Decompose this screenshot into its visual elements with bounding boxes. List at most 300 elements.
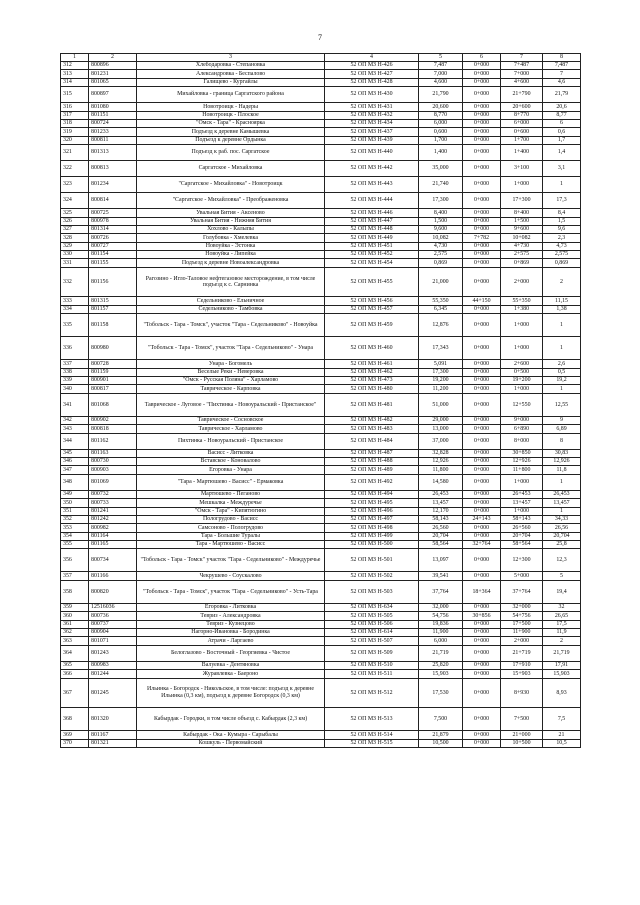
road-length: 21,719 <box>419 645 463 661</box>
road-code: 801166 <box>89 572 137 580</box>
road-length: 39,541 <box>419 572 463 580</box>
segment-length: 7,487 <box>543 62 581 70</box>
table-row <box>61 620 581 628</box>
segment-end: 0+600 <box>501 128 543 136</box>
row-number: 365 <box>61 661 89 669</box>
row-number: 331 <box>61 259 89 267</box>
segment-start: 0+000 <box>463 225 501 233</box>
segment-start: 24+143 <box>463 515 501 523</box>
segment-end: 21+719 <box>501 645 543 661</box>
road-length: 26,453 <box>419 490 463 498</box>
row-number: 326 <box>61 217 89 225</box>
row-number: 364 <box>61 645 89 661</box>
segment-start: 0+000 <box>463 678 501 708</box>
segment-start: 0+000 <box>463 360 501 368</box>
road-name: Васисс - Литковка <box>137 449 325 457</box>
segment-length: 25,8 <box>543 541 581 549</box>
segment-length: 12,3 <box>543 549 581 572</box>
segment-start: 0+000 <box>463 629 501 637</box>
road-length: 21,790 <box>419 87 463 103</box>
segment-start: 0+000 <box>463 507 501 515</box>
row-number: 362 <box>61 629 89 637</box>
segment-length: 2 <box>543 267 581 297</box>
segment-start: 0+000 <box>463 393 501 416</box>
road-name: Мешкалка - Междуречье <box>137 499 325 507</box>
segment-start: 0+000 <box>463 739 501 747</box>
segment-end: 8+000 <box>501 433 543 449</box>
road-name: Веселые Реки - Неверовка <box>137 368 325 376</box>
segment-end: 13+457 <box>501 499 543 507</box>
segment-start: 0+000 <box>463 119 501 127</box>
road-code: 800982 <box>89 524 137 532</box>
road-name: Вставское - Коновалово <box>137 457 325 465</box>
road-id: 52 ОП МЗ Н-480 <box>325 385 419 393</box>
segment-length: 9 <box>543 416 581 424</box>
road-length: 21,000 <box>419 267 463 297</box>
row-number: 347 <box>61 466 89 474</box>
road-id: 52 ОП МЗ Н-442 <box>325 161 419 177</box>
road-name: Унара - Богомель <box>137 360 325 368</box>
table-row <box>61 259 581 267</box>
road-id: 52 ОП МЗ Н-434 <box>325 119 419 127</box>
road-id: 52 ОП МЗ Н-614 <box>325 629 419 637</box>
segment-length: 1,5 <box>543 217 581 225</box>
road-code: 800820 <box>89 580 137 603</box>
road-code: 800903 <box>89 466 137 474</box>
segment-end: 2+575 <box>501 251 543 259</box>
segment-length: 10,5 <box>543 739 581 747</box>
segment-end: 26+560 <box>501 524 543 532</box>
road-name: "Тобольск - Тара - Томск" участок "Тара - Седельниково" - Междуречье <box>137 549 325 572</box>
road-id: 52 ОП МЗ Н-427 <box>325 70 419 78</box>
road-id: 52 ОП МЗ Н-460 <box>325 337 419 360</box>
segment-start: 0+000 <box>463 620 501 628</box>
road-length: 17,300 <box>419 193 463 209</box>
road-length: 13,000 <box>419 425 463 433</box>
segment-length: 1 <box>543 314 581 337</box>
segment-length: 32 <box>543 603 581 611</box>
column-header: 3 <box>137 54 325 62</box>
segment-start: 0+000 <box>463 217 501 225</box>
row-number: 320 <box>61 136 89 144</box>
road-name: Таврическое - Луговое - "Пихтинка - Новоуральский - Пристанское" <box>137 393 325 416</box>
road-code: 801233 <box>89 128 137 136</box>
table-row <box>61 305 581 313</box>
table-row <box>61 360 581 368</box>
segment-length: 11,9 <box>543 629 581 637</box>
road-code: 800727 <box>89 242 137 250</box>
table-row <box>61 145 581 161</box>
road-code: 801234 <box>89 177 137 193</box>
segment-length: 6 <box>543 119 581 127</box>
road-length: 19,836 <box>419 620 463 628</box>
segment-start: 0+000 <box>463 209 501 217</box>
table-row <box>61 193 581 209</box>
segment-end: 10+082 <box>501 234 543 242</box>
segment-length: 4,6 <box>543 78 581 86</box>
row-number: 328 <box>61 234 89 242</box>
table-row <box>61 385 581 393</box>
table-row <box>61 449 581 457</box>
table-row <box>61 507 581 515</box>
row-number: 353 <box>61 524 89 532</box>
table-row <box>61 217 581 225</box>
row-number: 317 <box>61 111 89 119</box>
road-id: 52 ОП МЗ Н-483 <box>325 425 419 433</box>
segment-length: 7 <box>543 70 581 78</box>
row-number: 324 <box>61 193 89 209</box>
road-name: Пихтинка - Новоуральский - Пристанское <box>137 433 325 449</box>
segment-start: 0+000 <box>463 449 501 457</box>
road-code: 801315 <box>89 297 137 305</box>
road-id: 52 ОП МЗ Н-513 <box>325 708 419 731</box>
segment-end: 17+500 <box>501 620 543 628</box>
road-name: Валуевка - Дентяновка <box>137 661 325 669</box>
road-code: 800732 <box>89 490 137 498</box>
segment-end: 30+850 <box>501 449 543 457</box>
segment-end: 9+600 <box>501 225 543 233</box>
row-number: 334 <box>61 305 89 313</box>
road-name: Увальная Бития - Нижняя Бития <box>137 217 325 225</box>
road-id: 52 ОП МЗ Н-456 <box>325 297 419 305</box>
segment-length: 3,1 <box>543 161 581 177</box>
road-code: 801241 <box>89 507 137 515</box>
road-id: 52 ОП МЗ Н-512 <box>325 678 419 708</box>
road-length: 11,900 <box>419 629 463 637</box>
row-number: 338 <box>61 368 89 376</box>
row-number: 366 <box>61 670 89 678</box>
table-row <box>61 739 581 747</box>
segment-end: 21+000 <box>501 731 543 739</box>
segment-start: 0+000 <box>463 645 501 661</box>
table-header-row <box>61 54 581 62</box>
row-number: 352 <box>61 515 89 523</box>
road-code: 801065 <box>89 78 137 86</box>
column-header: 5 <box>419 54 463 62</box>
row-number: 350 <box>61 499 89 507</box>
road-id: 52 ОП МЗ Н-502 <box>325 572 419 580</box>
road-name: "Омск - Русская Поляна" - Харламово <box>137 377 325 385</box>
road-name: Кошкуль - Первомайский <box>137 739 325 747</box>
table-row <box>61 645 581 661</box>
road-length: 20,704 <box>419 532 463 540</box>
road-code: 801159 <box>89 368 137 376</box>
road-code: 801068 <box>89 393 137 416</box>
road-length: 2,575 <box>419 251 463 259</box>
segment-start: 0+000 <box>463 128 501 136</box>
segment-length: 20,704 <box>543 532 581 540</box>
road-id: 52 ОП МЗ Н-484 <box>325 433 419 449</box>
road-id: 52 ОП МЗ Н-514 <box>325 731 419 739</box>
road-length: 0,600 <box>419 128 463 136</box>
road-id: 52 ОП МЗ Н-452 <box>325 251 419 259</box>
segment-length: 8,77 <box>543 111 581 119</box>
road-name: Тара - Большие Туралы <box>137 532 325 540</box>
segment-end: 5+000 <box>501 572 543 580</box>
road-id: 52 ОП МЗ Н-430 <box>325 87 419 103</box>
road-name: Белоглазово - Восточный - Георгиевка - Чистое <box>137 645 325 661</box>
road-id: 52 ОП МЗ Н-454 <box>325 259 419 267</box>
road-name: "Саргатское - Михайловка" - Новотроицк <box>137 177 325 193</box>
road-code: 801242 <box>89 515 137 523</box>
segment-end: 58+143 <box>501 515 543 523</box>
road-code: 800733 <box>89 499 137 507</box>
road-name: Тевриз - Александровка <box>137 612 325 620</box>
road-id: 52 ОП МЗ Н-506 <box>325 620 419 628</box>
row-number: 322 <box>61 161 89 177</box>
table-row <box>61 637 581 645</box>
road-id: 52 ОП МЗ Н-494 <box>325 490 419 498</box>
segment-length: 12,926 <box>543 457 581 465</box>
road-id: 52 ОП МЗ Н-499 <box>325 532 419 540</box>
segment-start: 0+000 <box>463 136 501 144</box>
table-row <box>61 499 581 507</box>
road-name: "Тобольск - Тара - Томск", участок "Тара - Седельниково" - Унара <box>137 337 325 360</box>
segment-length: 2,6 <box>543 360 581 368</box>
segment-end: 3+100 <box>501 161 543 177</box>
road-code: 800734 <box>89 549 137 572</box>
road-name: Седельниково - Ельничное <box>137 297 325 305</box>
road-id: 52 ОП МЗ Н-449 <box>325 234 419 242</box>
road-id: 52 ОП МЗ Н-482 <box>325 416 419 424</box>
row-number: 340 <box>61 385 89 393</box>
segment-end: 15+903 <box>501 670 543 678</box>
segment-start: 0+000 <box>463 267 501 297</box>
segment-length: 21,79 <box>543 87 581 103</box>
table-row <box>61 368 581 376</box>
segment-start: 0+000 <box>463 637 501 645</box>
table-row <box>61 225 581 233</box>
segment-end: 11+900 <box>501 629 543 637</box>
road-code: 801154 <box>89 251 137 259</box>
road-code: 800817 <box>89 385 137 393</box>
segment-start: 0+000 <box>463 368 501 376</box>
segment-end: 11+800 <box>501 466 543 474</box>
table-row <box>61 251 581 259</box>
segment-end: 20+600 <box>501 103 543 111</box>
road-name: Атрачи - Ларгаево <box>137 637 325 645</box>
segment-end: 20+704 <box>501 532 543 540</box>
road-length: 26,560 <box>419 524 463 532</box>
segment-length: 34,33 <box>543 515 581 523</box>
road-code: 801320 <box>89 708 137 731</box>
segment-start: 0+000 <box>463 251 501 259</box>
road-code: 801167 <box>89 731 137 739</box>
road-name: "Омск - Тара" - Кипятюгино <box>137 507 325 515</box>
segment-end: 32+000 <box>501 603 543 611</box>
road-name: Хохлово - Калыпы <box>137 225 325 233</box>
segment-start: 0+000 <box>463 111 501 119</box>
segment-end: 1+000 <box>501 337 543 360</box>
row-number: 358 <box>61 580 89 603</box>
table-row <box>61 78 581 86</box>
road-length: 7,487 <box>419 62 463 70</box>
road-code: 800811 <box>89 136 137 144</box>
road-length: 11,800 <box>419 466 463 474</box>
row-number: 368 <box>61 708 89 731</box>
row-number: 332 <box>61 267 89 297</box>
segment-end: 17+300 <box>501 193 543 209</box>
road-code: 800978 <box>89 217 137 225</box>
road-name: Саргатское - Михайловка <box>137 161 325 177</box>
segment-start: 0+000 <box>463 708 501 731</box>
table-row <box>61 393 581 416</box>
road-id: 52 ОП МЗ Н-437 <box>325 128 419 136</box>
road-length: 8,770 <box>419 111 463 119</box>
road-name: Подъезд к деревне Новоалександровка <box>137 259 325 267</box>
segment-length: 26,56 <box>543 524 581 532</box>
segment-end: 8+930 <box>501 678 543 708</box>
segment-length: 26,453 <box>543 490 581 498</box>
road-name: Пологрудово - Васисс <box>137 515 325 523</box>
road-id: 52 ОП МЗ Н-461 <box>325 360 419 368</box>
road-id: 52 ОП МЗ Н-500 <box>325 541 419 549</box>
segment-end: 6+890 <box>501 425 543 433</box>
row-number: 357 <box>61 572 89 580</box>
segment-length: 12,55 <box>543 393 581 416</box>
segment-start: 0+000 <box>463 377 501 385</box>
segment-end: 54+756 <box>501 612 543 620</box>
segment-length: 19,2 <box>543 377 581 385</box>
road-name: Подъезд к деревне Камышевка <box>137 128 325 136</box>
road-length: 21,740 <box>419 177 463 193</box>
road-length: 10,500 <box>419 739 463 747</box>
road-name: Таврическое - Карповка <box>137 385 325 393</box>
road-name: Новотроицк - Плоское <box>137 111 325 119</box>
segment-start: 0+000 <box>463 145 501 161</box>
road-id: 52 ОП МЗ Н-510 <box>325 661 419 669</box>
road-id: 52 ОП МЗ Н-444 <box>325 193 419 209</box>
road-code: 801313 <box>89 145 137 161</box>
road-length: 14,580 <box>419 474 463 490</box>
road-length: 21,879 <box>419 731 463 739</box>
road-name: Самсоново - Пологрудово <box>137 524 325 532</box>
segment-start: 0+000 <box>463 416 501 424</box>
segment-start: 30+856 <box>463 612 501 620</box>
segment-end: 6+000 <box>501 119 543 127</box>
segment-length: 26,65 <box>543 612 581 620</box>
segment-start: 0+000 <box>463 572 501 580</box>
table-row <box>61 490 581 498</box>
road-code: 801165 <box>89 541 137 549</box>
segment-end: 0+500 <box>501 368 543 376</box>
segment-length: 2 <box>543 637 581 645</box>
road-name: Кабырдак - Городки, в том числе объезд с. Кабырдак (2,3 км) <box>137 708 325 731</box>
segment-length: 17,91 <box>543 661 581 669</box>
segment-end: 12+550 <box>501 393 543 416</box>
segment-length: 1 <box>543 337 581 360</box>
row-number: 339 <box>61 377 89 385</box>
road-id: 52 ОП МЗ Н-457 <box>325 305 419 313</box>
segment-end: 4+730 <box>501 242 543 250</box>
segment-end: 1+500 <box>501 217 543 225</box>
row-number: 327 <box>61 225 89 233</box>
roads-table <box>60 53 581 748</box>
road-length: 4,600 <box>419 78 463 86</box>
road-id: 52 ОП МЗ Н-473 <box>325 377 419 385</box>
road-code: 800725 <box>89 209 137 217</box>
segment-start: 0+000 <box>463 490 501 498</box>
segment-end: 1+380 <box>501 305 543 313</box>
segment-start: 0+000 <box>463 242 501 250</box>
row-number: 354 <box>61 532 89 540</box>
road-name: Седельниково - Тамбовка <box>137 305 325 313</box>
road-code: 801151 <box>89 111 137 119</box>
segment-start: 0+000 <box>463 87 501 103</box>
road-code: 800813 <box>89 161 137 177</box>
road-length: 25,820 <box>419 661 463 669</box>
road-code: 801162 <box>89 433 137 449</box>
column-header: 1 <box>61 54 89 62</box>
table-row <box>61 70 581 78</box>
segment-length: 1 <box>543 385 581 393</box>
road-code: 801156 <box>89 267 137 297</box>
segment-start: 0+000 <box>463 499 501 507</box>
segment-length: 1,7 <box>543 136 581 144</box>
table-row <box>61 209 581 217</box>
road-name: Хлебодаровка - Степановка <box>137 62 325 70</box>
segment-end: 7+000 <box>501 70 543 78</box>
row-number: 345 <box>61 449 89 457</box>
column-header: 7 <box>501 54 543 62</box>
table-row <box>61 314 581 337</box>
table-row <box>61 572 581 580</box>
table-row <box>61 111 581 119</box>
table-row <box>61 612 581 620</box>
row-number: 336 <box>61 337 89 360</box>
segment-length: 1 <box>543 474 581 490</box>
road-name: Егоровка - Литковка <box>137 603 325 611</box>
row-number: 318 <box>61 119 89 127</box>
road-name: Ильинка - Богородск - Никольское, в том числе: подъезд к деревне Ильинка (0,3 км), подъезд к деревне Богородск (0,3 км) <box>137 678 325 708</box>
segment-end: 0+869 <box>501 259 543 267</box>
segment-end: 10+500 <box>501 739 543 747</box>
road-code: 12516036 <box>89 603 137 611</box>
segment-length: 8,93 <box>543 678 581 708</box>
road-id: 52 ОП МЗ Н-492 <box>325 474 419 490</box>
road-length: 9,600 <box>419 225 463 233</box>
road-code: 801158 <box>89 314 137 337</box>
road-length: 19,200 <box>419 377 463 385</box>
segment-start: 7+782 <box>463 234 501 242</box>
segment-length: 21,719 <box>543 645 581 661</box>
segment-length: 17,3 <box>543 193 581 209</box>
segment-start: 0+000 <box>463 532 501 540</box>
road-length: 12,170 <box>419 507 463 515</box>
road-id: 52 ОП МЗ Н-455 <box>325 267 419 297</box>
road-code: 801231 <box>89 70 137 78</box>
segment-end: 58+564 <box>501 541 543 549</box>
road-name: Таврическое - Сосновское <box>137 416 325 424</box>
column-header: 6 <box>463 54 501 62</box>
road-length: 0,869 <box>419 259 463 267</box>
road-id: 52 ОП МЗ Н-481 <box>325 393 419 416</box>
segment-length: 6,89 <box>543 425 581 433</box>
road-code: 801163 <box>89 449 137 457</box>
segment-start: 0+000 <box>463 305 501 313</box>
road-code: 800818 <box>89 425 137 433</box>
road-length: 4,730 <box>419 242 463 250</box>
road-length: 6,000 <box>419 119 463 127</box>
segment-start: 0+000 <box>463 177 501 193</box>
segment-start: 0+000 <box>463 433 501 449</box>
road-name: Новоуйка - Эстонка <box>137 242 325 250</box>
road-length: 12,876 <box>419 314 463 337</box>
row-number: 370 <box>61 739 89 747</box>
road-code: 801164 <box>89 532 137 540</box>
road-id: 52 ОП МЗ Н-503 <box>325 580 419 603</box>
road-name: Мартюшево - Пеганово <box>137 490 325 498</box>
